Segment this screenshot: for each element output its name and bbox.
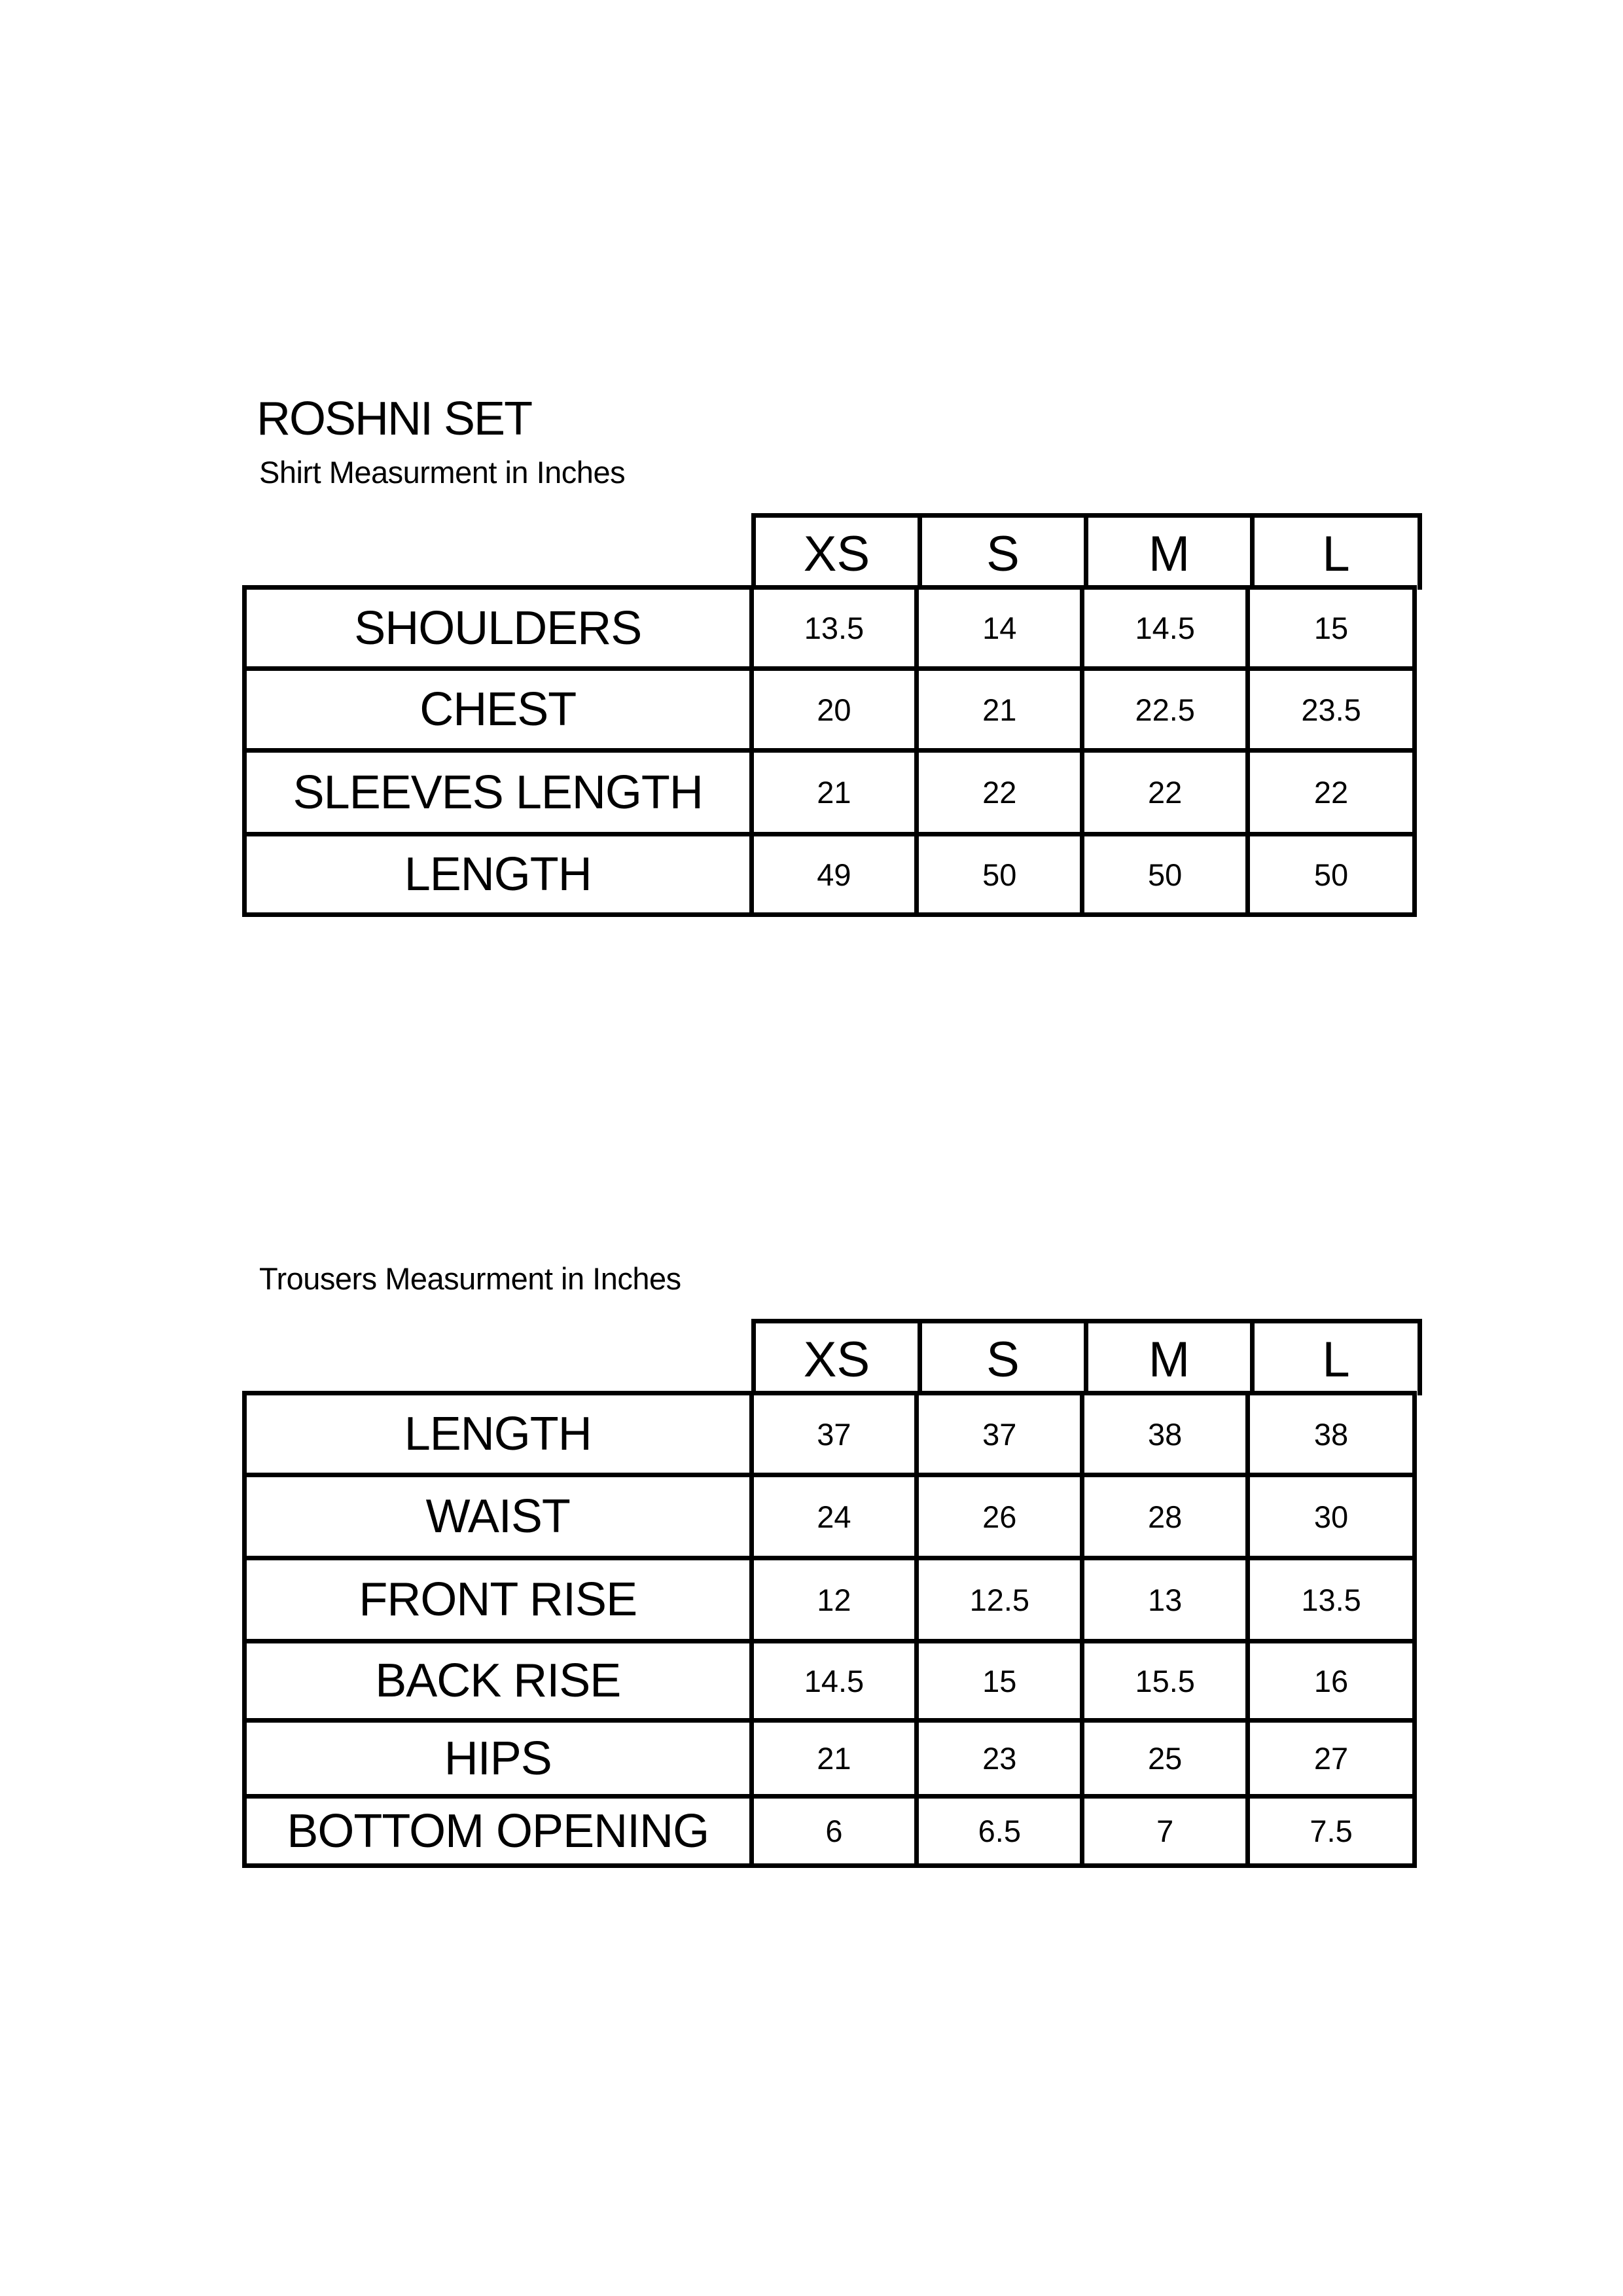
value-m: 50 xyxy=(1080,836,1245,912)
trousers-subtitle: Trousers Measurment in Inches xyxy=(259,1261,681,1296)
value-xs: 37 xyxy=(749,1395,915,1473)
size-header-m: M xyxy=(1084,1319,1250,1395)
value-l: 16 xyxy=(1245,1643,1412,1718)
value-s: 6.5 xyxy=(914,1799,1080,1863)
shirt-header-row xyxy=(751,513,1422,585)
row-label: BACK RISE xyxy=(375,1655,621,1707)
value-m: 7 xyxy=(1080,1799,1245,1863)
trousers-table-body xyxy=(242,1391,1417,1868)
value-l: 50 xyxy=(1245,836,1412,912)
value-xs: 12 xyxy=(749,1560,915,1639)
row-label: SLEEVES LENGTH xyxy=(293,766,703,819)
value-m: 28 xyxy=(1080,1477,1245,1556)
row-label: BOTTOM OPENING xyxy=(287,1804,709,1857)
value-s: 15 xyxy=(914,1643,1080,1718)
value-m: 22 xyxy=(1080,753,1245,832)
value-xs: 49 xyxy=(749,836,915,912)
value-xs: 24 xyxy=(749,1477,915,1556)
value-l: 38 xyxy=(1245,1395,1412,1473)
trousers-header-row xyxy=(751,1319,1422,1391)
table-row-length xyxy=(247,1395,1412,1473)
value-s: 21 xyxy=(914,671,1080,748)
table-row-hips xyxy=(247,1718,1412,1794)
value-xs: 14.5 xyxy=(749,1643,915,1718)
value-s: 12.5 xyxy=(914,1560,1080,1639)
value-s: 37 xyxy=(914,1395,1080,1473)
value-s: 22 xyxy=(914,753,1080,832)
value-xs: 13.5 xyxy=(749,590,915,666)
value-l: 22 xyxy=(1245,753,1412,832)
table-row-waist xyxy=(247,1473,1412,1556)
value-xs: 6 xyxy=(749,1799,915,1863)
value-m: 13 xyxy=(1080,1560,1245,1639)
value-s: 14 xyxy=(914,590,1080,666)
size-header-s: S xyxy=(918,1319,1084,1395)
size-header-xs: XS xyxy=(751,1319,918,1395)
value-l: 7.5 xyxy=(1245,1799,1412,1863)
size-header-s: S xyxy=(918,513,1084,590)
row-label: CHEST xyxy=(419,683,577,736)
value-l: 27 xyxy=(1245,1723,1412,1794)
value-l: 30 xyxy=(1245,1477,1412,1556)
value-m: 25 xyxy=(1080,1723,1245,1794)
size-header-l: L xyxy=(1250,513,1422,590)
table-row-front-rise xyxy=(247,1556,1412,1639)
page-title: ROSHNI SET xyxy=(257,393,532,445)
value-l: 15 xyxy=(1245,590,1412,666)
shirt-subtitle: Shirt Measurment in Inches xyxy=(259,455,626,490)
value-m: 22.5 xyxy=(1080,671,1245,748)
size-header-xs: XS xyxy=(751,513,918,590)
value-s: 26 xyxy=(914,1477,1080,1556)
value-l: 23.5 xyxy=(1245,671,1412,748)
row-label: LENGTH xyxy=(404,1408,592,1460)
table-row-shoulders xyxy=(247,590,1412,666)
row-label: WAIST xyxy=(425,1490,570,1543)
value-l: 13.5 xyxy=(1245,1560,1412,1639)
value-m: 14.5 xyxy=(1080,590,1245,666)
row-label: LENGTH xyxy=(404,848,592,901)
value-s: 50 xyxy=(914,836,1080,912)
value-xs: 21 xyxy=(749,1723,915,1794)
row-label: HIPS xyxy=(444,1732,552,1785)
shirt-table-body xyxy=(242,585,1417,917)
value-xs: 21 xyxy=(749,753,915,832)
table-row-length xyxy=(247,832,1412,912)
table-row-back-rise xyxy=(247,1639,1412,1718)
table-row-sleeves-length xyxy=(247,748,1412,832)
size-header-m: M xyxy=(1084,513,1250,590)
value-xs: 20 xyxy=(749,671,915,748)
table-row-bottom-opening xyxy=(247,1794,1412,1863)
value-s: 23 xyxy=(914,1723,1080,1794)
value-m: 38 xyxy=(1080,1395,1245,1473)
size-header-l: L xyxy=(1250,1319,1422,1395)
row-label: FRONT RISE xyxy=(359,1573,637,1626)
table-row-chest xyxy=(247,666,1412,748)
row-label: SHOULDERS xyxy=(354,601,642,655)
value-m: 15.5 xyxy=(1080,1643,1245,1718)
